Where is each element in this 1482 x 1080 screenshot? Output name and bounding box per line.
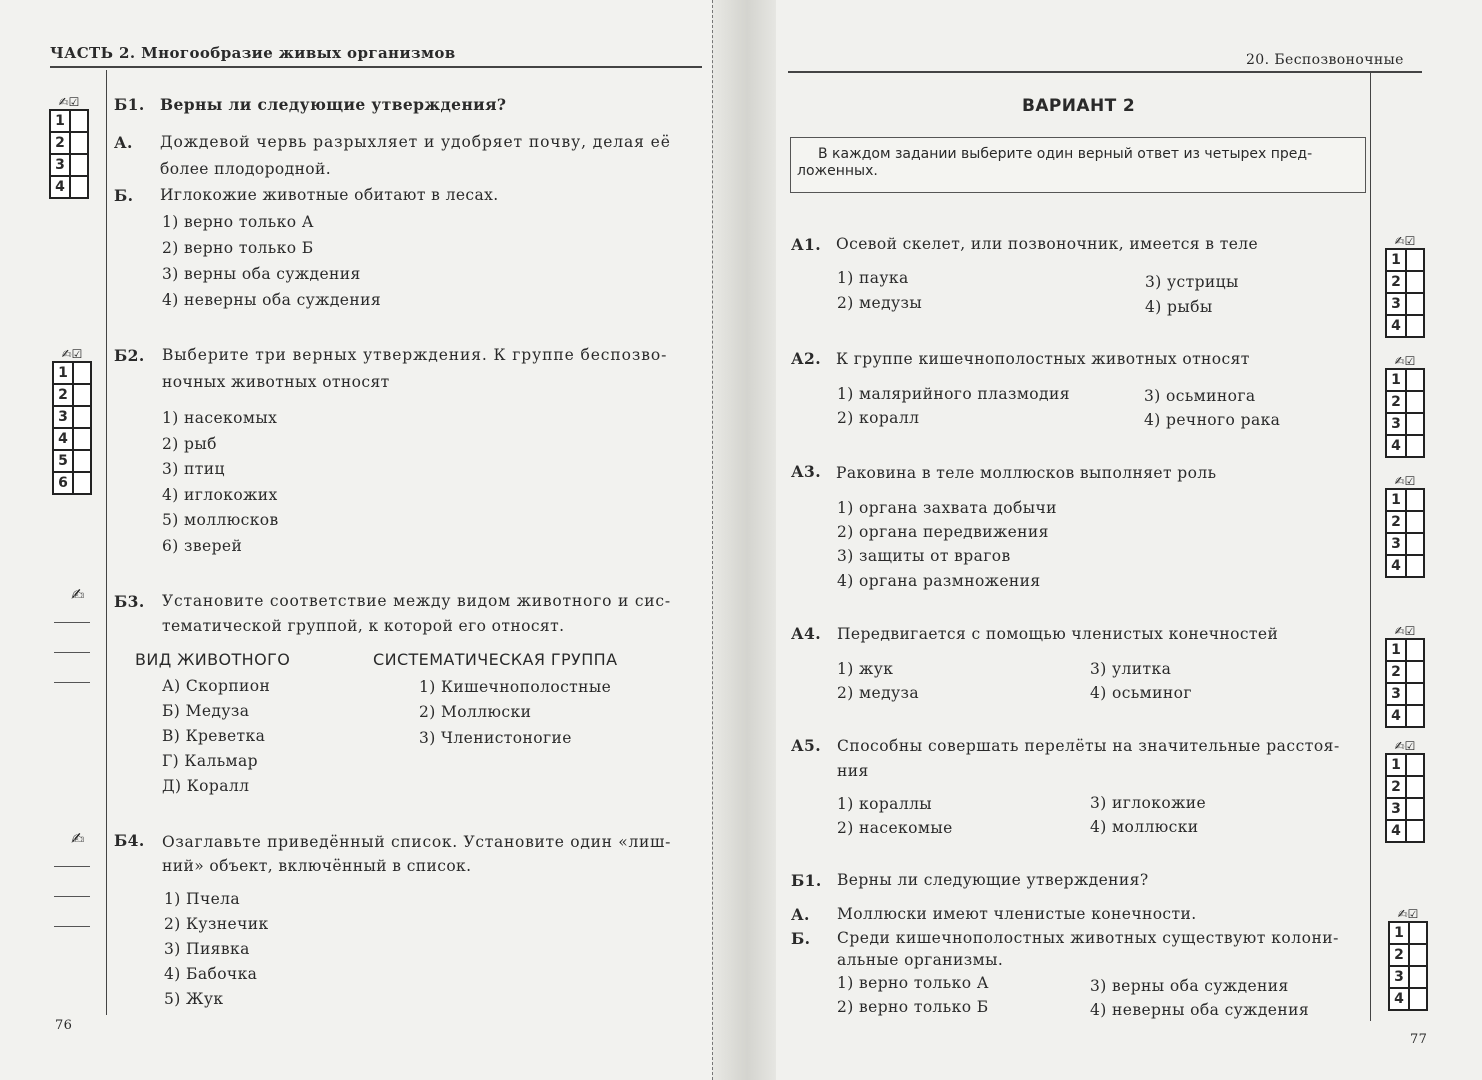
pen-check-icon: ✍☑ [1394,739,1416,753]
answer-checkbox[interactable] [70,175,89,199]
answer-checkbox[interactable] [1406,775,1425,799]
match-item: Г) Кальмар [162,752,258,770]
instruction-text: В каждом задании выберите один верный ответ из четырех пред- [818,146,1313,162]
answer-checkbox[interactable] [73,449,92,473]
right-margin-rule [1370,73,1371,1021]
answer-option: 4) рыбы [1145,298,1213,316]
right-page-header: 20. Беспозвоночные [1246,52,1404,68]
answer-checkbox[interactable] [1409,965,1428,989]
task-question: К группе кишечнополостных животных относят [836,350,1250,368]
statement-label: А. [791,905,810,924]
statement-label: А. [114,133,133,152]
answer-checkbox[interactable] [1406,248,1425,272]
answer-option: 1) насекомых [162,409,278,427]
answer-option: 1) верно только А [162,213,314,231]
answer-option: 2) рыб [162,435,217,453]
answer-box-b1-right[interactable]: ✍☑ 1 2 3 4 [1388,907,1428,1009]
pen-check-icon: ✍☑ [1394,234,1416,248]
answer-box-a4[interactable]: ✍☑ 1 2 3 4 [1385,624,1425,726]
answer-checkbox[interactable] [1406,390,1425,414]
answer-option: 3) верны оба суждения [162,265,361,283]
answer-option: 1) паука [837,269,909,287]
page-number: 76 [55,1018,73,1033]
answer-checkbox[interactable] [73,427,92,451]
answer-checkbox[interactable] [1406,682,1425,706]
answer-checkbox[interactable] [70,153,89,177]
answer-box-a5[interactable]: ✍☑ 1 2 3 4 [1385,739,1425,841]
right-header-rule [788,71,1422,73]
left-margin-rule [106,70,107,1015]
answer-option: 4) речного рака [1144,411,1281,429]
answer-checkbox[interactable] [1406,554,1425,578]
answer-checkbox[interactable] [1406,314,1425,338]
task-question: Верны ли следующие утверждения? [837,871,1149,889]
pen-check-icon: ✍☑ [1394,624,1416,638]
answer-option: 4) неверны оба суждения [162,291,382,309]
answer-option: 3) улитка [1090,660,1172,678]
pen-icon: ✍ [71,585,85,604]
list-item: 1) Пчела [164,890,241,908]
answer-checkbox[interactable] [1406,638,1425,662]
answer-option: 4) осьминог [1090,684,1192,702]
match-item: Д) Коралл [162,777,250,795]
answer-option: 3) защиты от врагов [837,547,1011,565]
answer-checkbox[interactable] [1406,292,1425,316]
answer-option: 3) верны оба суждения [1090,977,1289,995]
answer-checkbox[interactable] [70,131,89,155]
answer-checkbox[interactable] [73,405,92,429]
task-question: Установите соответствие между видом животного и сис- [162,592,671,610]
answer-option: 6) зверей [162,537,243,555]
answer-checkbox[interactable] [1406,660,1425,684]
answer-box-b1-left[interactable]: ✍☑ 1 2 3 4 [49,95,89,197]
answer-option: 1) малярийного плазмодия [837,385,1070,403]
answer-box-b2[interactable]: ✍☑ 1 2 3 4 5 6 [52,347,92,493]
list-item: 2) Кузнечик [164,915,269,933]
answer-option: 4) органа размножения [837,572,1041,590]
answer-box-a2[interactable]: ✍☑ 1 2 3 4 [1385,354,1425,456]
answer-blank[interactable] [54,682,90,683]
answer-checkbox[interactable] [73,383,92,407]
answer-checkbox[interactable] [73,361,92,385]
answer-option: 2) насекомые [837,819,953,837]
answer-box-a3[interactable]: ✍☑ 1 2 3 4 [1385,474,1425,576]
answer-option: 3) птиц [162,460,225,478]
match-item: Б) Медуза [162,702,250,720]
answer-option: 3) осьминога [1144,387,1256,405]
variant-title: ВАРИАНТ 2 [1022,96,1136,116]
answer-checkbox[interactable] [1406,819,1425,843]
answer-option: 2) верно только Б [162,239,314,257]
task-label: А5. [791,736,822,755]
answer-option: 3) иглокожие [1090,794,1207,812]
pen-check-icon: ✍☑ [58,95,80,109]
task-label: Б4. [114,831,145,850]
list-item: 4) Бабочка [164,965,258,983]
answer-option: 2) медуза [837,684,920,702]
match-item: А) Скорпион [162,677,271,695]
task-label: А3. [791,462,822,481]
page-number: 77 [1410,1032,1428,1047]
answer-option: 1) жук [837,660,894,678]
answer-checkbox[interactable] [1409,921,1428,945]
answer-option: 2) коралл [837,409,920,427]
answer-blank[interactable] [54,896,90,897]
task-question: Верны ли следующие утверждения? [160,95,507,114]
match-group: 3) Членистоногие [419,729,572,747]
task-question: тематической группой, к которой его относят. [162,617,565,635]
statement-text: Дождевой червь разрыхляет и удобряет почву, делая её [160,133,671,151]
book-gutter [712,0,776,1080]
answer-checkbox[interactable] [1406,510,1425,534]
answer-checkbox[interactable] [1406,704,1425,728]
answer-box-a1[interactable]: ✍☑ 1 2 3 4 [1385,234,1425,336]
task-label: Б2. [114,346,145,365]
task-question: Раковина в теле моллюсков выполняет роль [836,464,1217,482]
answer-blank[interactable] [54,926,90,927]
task-question: Озаглавьте приведённый список. Установите один «лиш- [162,833,672,851]
statement-text: Иглокожие животные обитают в лесах. [160,186,499,204]
statement-text: Моллюски имеют членистые конечности. [837,905,1197,923]
task-question: Выберите три верных утверждения. К группе беспозво- [162,346,668,364]
answer-checkbox[interactable] [1409,987,1428,1011]
answer-option: 1) верно только А [837,974,989,992]
instruction-text: ложенных. [797,163,878,179]
answer-blank[interactable] [54,622,90,623]
answer-option: 1) кораллы [837,795,933,813]
answer-checkbox[interactable] [70,109,89,133]
match-item: В) Креветка [162,727,266,745]
column-header: СИСТЕМАТИЧЕСКАЯ ГРУППА [373,650,618,669]
answer-checkbox[interactable] [1406,753,1425,777]
task-label: Б3. [114,592,145,611]
task-label: А1. [791,235,822,254]
answer-option: 4) иглокожих [162,486,278,504]
task-label: Б1. [114,95,145,114]
match-group: 2) Моллюски [419,703,532,721]
statement-label: Б. [791,929,811,948]
pen-check-icon: ✍☑ [61,347,83,361]
task-question: Способны совершать перелёты на значительные расстоя- [837,737,1340,755]
answer-checkbox[interactable] [1406,532,1425,556]
task-question: Передвигается с помощью членистых конечностей [837,625,1279,643]
statement-text: более плодородной. [160,160,332,178]
answer-blank[interactable] [54,866,90,867]
answer-option: 4) моллюски [1090,818,1199,836]
statement-text: Среди кишечнополостных животных существуют колони- [837,929,1339,947]
left-header-rule [50,66,702,68]
answer-option: 4) неверны оба суждения [1090,1001,1310,1019]
answer-option: 2) верно только Б [837,998,989,1016]
statement-text: альные организмы. [837,951,1004,969]
answer-checkbox[interactable] [1406,270,1425,294]
answer-checkbox[interactable] [1409,943,1428,967]
answer-option: 3) устрицы [1145,273,1239,291]
answer-checkbox[interactable] [73,471,92,495]
answer-blank[interactable] [54,652,90,653]
task-question: ний» объект, включённый в список. [162,857,472,875]
answer-option: 2) органа передвижения [837,523,1049,541]
list-item: 3) Пиявка [164,940,250,958]
statement-label: Б. [114,186,134,205]
match-group: 1) Кишечнополостные [419,678,612,696]
task-question: ния [837,762,869,780]
answer-checkbox[interactable] [1406,434,1425,458]
pen-check-icon: ✍☑ [1394,354,1416,368]
pen-icon: ✍ [71,829,85,848]
task-label: А4. [791,624,822,643]
answer-option: 5) моллюсков [162,511,279,529]
task-question: Осевой скелет, или позвоночник, имеется в теле [836,235,1259,253]
left-page-header: ЧАСТЬ 2. Многообразие живых организмов [50,44,456,62]
list-item: 5) Жук [164,990,224,1008]
answer-option: 1) органа захвата добычи [837,499,1057,517]
pen-check-icon: ✍☑ [1397,907,1419,921]
answer-checkbox[interactable] [1406,797,1425,821]
answer-checkbox[interactable] [1406,368,1425,392]
task-question: ночных животных относят [162,373,390,391]
task-label: Б1. [791,871,822,890]
column-header: ВИД ЖИВОТНОГО [135,650,291,669]
answer-option: 2) медузы [837,294,923,312]
pen-check-icon: ✍☑ [1394,474,1416,488]
task-label: А2. [791,349,822,368]
answer-checkbox[interactable] [1406,488,1425,512]
answer-checkbox[interactable] [1406,412,1425,436]
